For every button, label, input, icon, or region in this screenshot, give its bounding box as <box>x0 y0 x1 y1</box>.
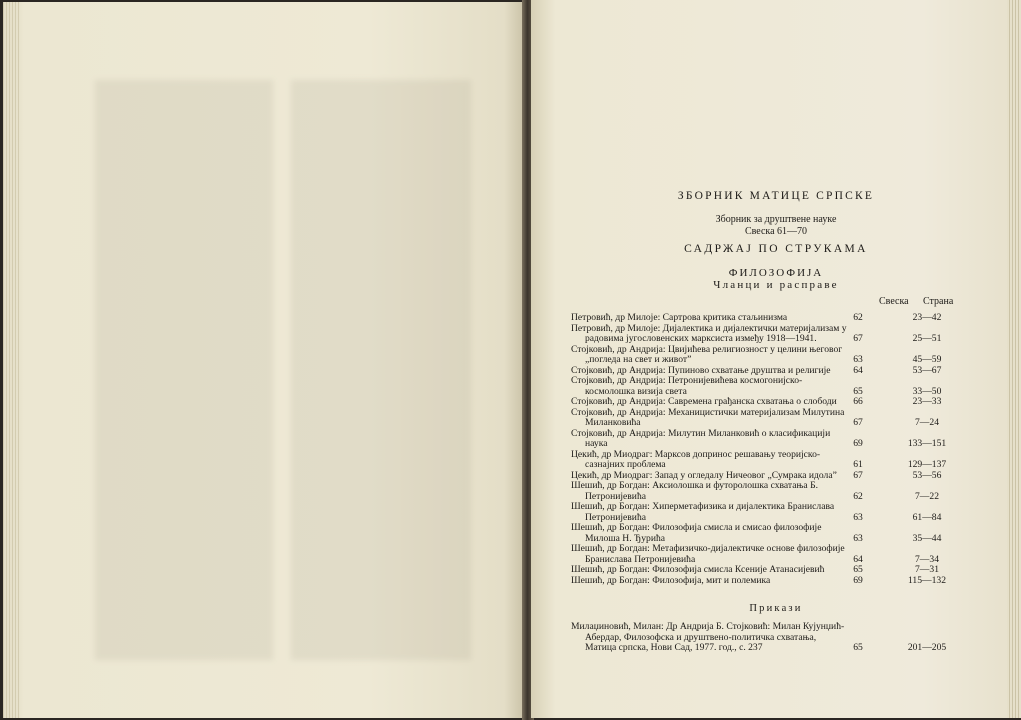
list-item <box>571 622 959 654</box>
entry-text: Петровић, др Милоје: Дијалектика и дијалектички материјализам у радовима југословенских марксиста између 1918—1941. <box>571 322 847 344</box>
entry-volume: 67 <box>853 469 863 481</box>
entry-text: Стојковић, др Андрија: Савремена грађанска схватања о слободи <box>571 396 837 407</box>
entry-pages: 25—51 <box>912 333 942 344</box>
entry-volume: 65 <box>853 385 863 397</box>
entry-volume: 69 <box>853 438 863 449</box>
entry-pages: 7—24 <box>915 417 939 428</box>
entry-text: Цекић, др Миодраг: Марксов допринос решавању теоријско-сазнајних проблема <box>571 448 821 470</box>
section-title: ФИЛОЗОФИЈА <box>728 267 824 279</box>
entry-volume: 67 <box>853 417 863 428</box>
volume-column-header: Свеска <box>879 296 909 307</box>
list-item <box>571 502 959 523</box>
journal-subtitle: Зборник за друштвене науке <box>715 214 837 225</box>
list-item <box>571 324 959 345</box>
entry-volume: 66 <box>853 396 863 407</box>
list-item <box>571 523 959 544</box>
entry-volume: 62 <box>853 312 863 323</box>
entry-text: Стојковић, др Андрија: Механицистички материјализам Милутина Миланковића <box>571 406 845 428</box>
entry-pages: 133—151 <box>907 438 947 449</box>
list-item <box>571 376 959 397</box>
contents-heading: САДРЖАЈ ПО СТРУКАМА <box>684 243 868 255</box>
left-page-edges <box>3 2 19 718</box>
left-bleed-column-2 <box>291 80 471 660</box>
entry-volume: 64 <box>853 553 863 565</box>
entry-text: Милаџиновић, Милан: Др Андрија Б. Стојковић: Милан Кујунџић-Абердар, Филозофска и друштвено-политичка схватања, Матица српска, Нови Сад, 1977. год., с. 237 <box>571 621 845 653</box>
entry-text: Шешић, др Богдан: Метафизичко-дијалектичке основе филозофије Бранислава Петронијевића <box>571 543 845 565</box>
entry-pages: 61—84 <box>912 511 942 523</box>
entry-text: Стојковић, др Андрија: Милутин Миланковић о класификацији наука <box>571 427 831 449</box>
right-page <box>531 0 1021 718</box>
entry-volume: 65 <box>853 564 863 575</box>
entry-text: Петровић, др Милоје: Сартрова критика стаљинизма <box>571 312 788 323</box>
entry-text: Цекић, др Миодраг: Запад у огледалу Ничеовог „Сумрака идола” <box>571 469 837 481</box>
entry-pages: 53—67 <box>912 364 942 376</box>
entry-volume: 65 <box>853 642 863 653</box>
journal-title: ЗБОРНИК МАТИЦЕ СРПСКЕ <box>677 190 875 202</box>
entry-text: Шешић, др Богдан: Филозофија смисла Ксеније Атанасијевић <box>571 564 825 575</box>
entry-pages: 33—50 <box>912 385 942 397</box>
page-column-header: Страна <box>923 296 954 307</box>
entry-volume: 62 <box>853 490 863 502</box>
entry-volume: 63 <box>853 354 863 365</box>
entry-pages: 23—42 <box>912 312 942 323</box>
list-item <box>571 408 959 429</box>
left-bleed-column-1 <box>95 80 273 660</box>
entry-text: Шешић, др Богдан: Аксиолошка и футоролошка схватања Б. Петронијевића <box>571 480 818 502</box>
volume-range: Свеска 61—70 <box>744 226 808 237</box>
entry-text: Стојковић, др Андрија: Цвијићева религиозност у целини његовог „погледа на свет и живот” <box>571 343 843 365</box>
entry-text: Шешић, др Богдан: Хиперметафизика и дијалектика Бранислава Петронијевића <box>571 501 835 523</box>
reviews-heading: Прикази <box>749 603 803 614</box>
entry-pages: 7—31 <box>915 564 939 575</box>
entry-volume: 69 <box>853 574 863 586</box>
reviews-list <box>571 622 959 654</box>
entry-pages: 7—34 <box>915 553 939 565</box>
entry-volume: 63 <box>853 532 863 544</box>
list-item <box>571 576 959 587</box>
entry-volume: 63 <box>853 511 863 523</box>
category-title: Чланци и расправе <box>713 279 839 291</box>
entry-pages: 7—22 <box>915 490 939 502</box>
entry-pages: 23—33 <box>912 396 942 407</box>
entry-pages: 35—44 <box>912 532 942 544</box>
entry-pages: 53—56 <box>912 469 942 481</box>
list-item <box>571 450 959 471</box>
entry-pages: 45—59 <box>912 354 942 365</box>
list-item <box>571 429 959 450</box>
book-spread <box>3 0 1021 720</box>
entry-pages: 129—137 <box>907 459 947 470</box>
entry-volume: 61 <box>853 459 863 470</box>
entry-pages: 201—205 <box>907 642 947 653</box>
entry-text: Шешић, др Богдан: Филозофија смисла и смисао филозофије Милоша Н. Ђурића <box>571 522 822 544</box>
left-page <box>3 2 525 718</box>
list-item <box>571 345 959 366</box>
entry-volume: 67 <box>853 333 863 344</box>
list-item <box>571 313 959 324</box>
entry-text: Шешић, др Богдан: Филозофија, мит и полемика <box>571 574 771 586</box>
entry-pages: 115—132 <box>907 574 947 586</box>
entry-volume: 64 <box>853 364 863 376</box>
list-item <box>571 481 959 502</box>
contents-page <box>531 0 1021 718</box>
entry-text: Стојковић, др Андрија: Петронијевићева космогонијско-космолошка визија света <box>571 375 803 397</box>
list-item <box>571 397 959 408</box>
list-item <box>571 544 959 565</box>
list-item <box>571 565 959 576</box>
articles-list <box>571 313 959 586</box>
entry-text: Стојковић, др Андрија: Пупиново схватање друштва и религије <box>571 364 831 376</box>
